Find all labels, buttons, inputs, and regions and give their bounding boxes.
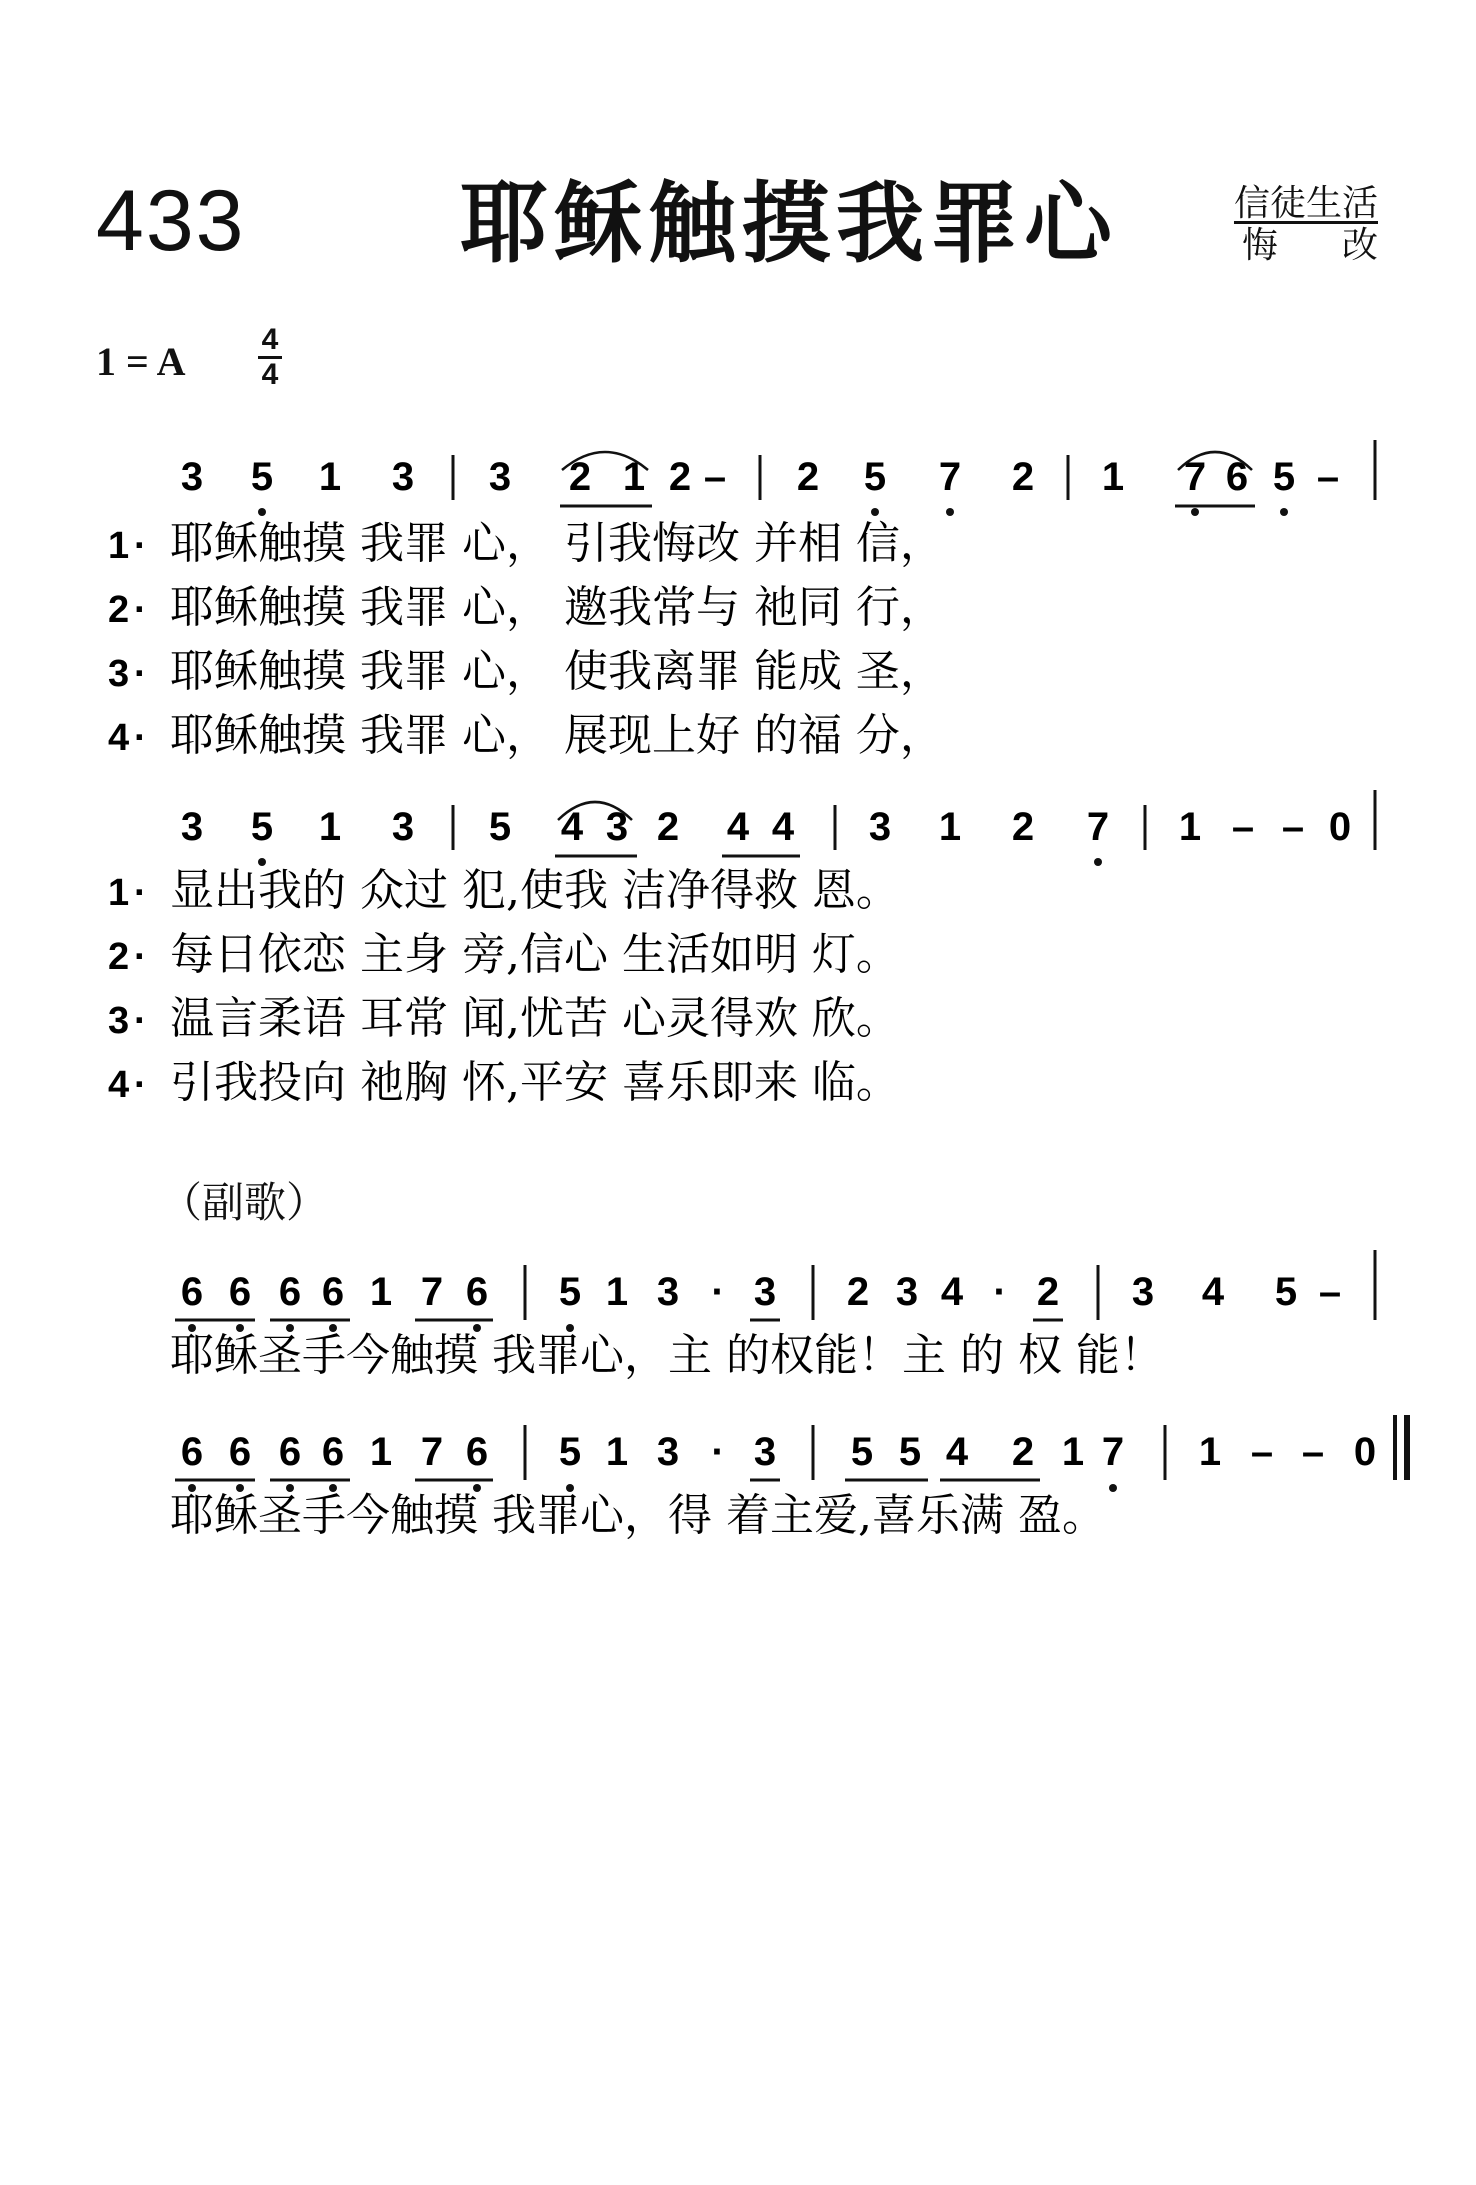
verse-dot: ·: [134, 1000, 147, 1042]
verse-dot: ·: [134, 653, 147, 695]
note: –: [1301, 1430, 1325, 1474]
note: 7: [1086, 805, 1110, 849]
note: 2: [656, 805, 680, 849]
note: –: [1318, 1270, 1342, 1314]
note: 0: [1353, 1430, 1377, 1474]
verse-number: 2: [108, 589, 130, 631]
note: 7: [1101, 1430, 1125, 1474]
note: 4: [771, 805, 795, 849]
note: 5: [898, 1430, 922, 1474]
verse-lyric: 耶稣触摸 我罪 心， 使我离罪 能成 圣，: [170, 646, 944, 697]
note: 6: [321, 1430, 345, 1474]
note: 7: [420, 1270, 444, 1314]
chorus-lyric: 耶稣圣手今触摸 我罪心，得 着主爱,喜乐满 盈。: [170, 1490, 1106, 1541]
chorus-label: （副歌）: [160, 1178, 329, 1227]
time-signature-bottom: 4: [261, 358, 279, 391]
note: 1: [1178, 805, 1202, 849]
verse-dot: ·: [134, 872, 147, 914]
verse-number: 1: [108, 525, 130, 567]
verse-lyric: 耶稣触摸 我罪 心， 邀我常与 祂同 行，: [170, 582, 944, 633]
verse-number: 4: [108, 1064, 130, 1106]
note: 2: [1036, 1270, 1060, 1314]
lower-octave-dot: [871, 508, 879, 516]
note: 5: [863, 455, 887, 499]
hymn-number: 433: [96, 173, 246, 269]
note: 3: [180, 455, 204, 499]
lower-octave-dot: [1280, 508, 1288, 516]
note: 5: [1274, 1270, 1298, 1314]
note: 5: [250, 455, 274, 499]
note: 3: [391, 455, 415, 499]
note: 3: [391, 805, 415, 849]
note: 2: [796, 455, 820, 499]
note: 7: [420, 1430, 444, 1474]
note: 4: [940, 1270, 964, 1314]
verse-lyric: 每日依恋 主身 旁,信心 生活如明 灯。: [170, 929, 900, 980]
note: 3: [753, 1430, 777, 1474]
note: 3: [895, 1270, 919, 1314]
verse-lyric: 温言柔语 耳常 闻,忧苦 心灵得欢 欣。: [170, 993, 900, 1044]
note: 1: [938, 805, 962, 849]
note: 1: [1198, 1430, 1222, 1474]
verse-number: 3: [108, 653, 130, 695]
note: 4: [945, 1430, 969, 1474]
note: 3: [656, 1270, 680, 1314]
note: 1: [605, 1430, 629, 1474]
verse-lyric: 耶稣触摸 我罪 心， 展现上好 的福 分，: [170, 710, 944, 761]
note: 7: [1183, 455, 1207, 499]
note: ·: [711, 1430, 725, 1474]
lower-octave-dot: [258, 508, 266, 516]
verse-dot: ·: [134, 936, 147, 978]
note: 6: [465, 1270, 489, 1314]
note: 6: [180, 1430, 204, 1474]
source-category: 悔改: [1241, 225, 1442, 266]
note: 1: [622, 455, 646, 499]
chorus-lyric: 耶稣圣手今触摸 我罪心，主 的权能！主 的 权 能！: [170, 1330, 1164, 1381]
note: 7: [938, 455, 962, 499]
lower-octave-dot: [1094, 858, 1102, 866]
verse-number: 4: [108, 717, 130, 759]
note: 5: [250, 805, 274, 849]
source-book: 信徒生活: [1233, 183, 1378, 224]
note: 6: [278, 1270, 302, 1314]
hymn-title: 耶稣触摸我罪心: [460, 172, 1119, 275]
note: 2: [1011, 805, 1035, 849]
lower-octave-dot: [946, 508, 954, 516]
note: 6: [228, 1270, 252, 1314]
note: 3: [753, 1270, 777, 1314]
verse-lyric: 引我投向 祂胸 怀,平安 喜乐即来 临。: [170, 1057, 900, 1108]
verse-lyric: 显出我的 众过 犯,使我 洁净得救 恩。: [170, 865, 900, 916]
verse-number: 1: [108, 872, 130, 914]
note: 2: [846, 1270, 870, 1314]
note: 3: [180, 805, 204, 849]
lower-octave-dot: [1109, 1484, 1117, 1492]
verse-dot: ·: [134, 717, 147, 759]
note: 6: [465, 1430, 489, 1474]
note: 1: [318, 805, 342, 849]
note: 2: [1011, 455, 1035, 499]
note: 6: [278, 1430, 302, 1474]
note: 1: [318, 455, 342, 499]
note: 3: [488, 455, 512, 499]
note: 5: [558, 1270, 582, 1314]
note: 6: [180, 1270, 204, 1314]
note: 5: [850, 1430, 874, 1474]
note: 2: [568, 455, 592, 499]
note: 5: [488, 805, 512, 849]
note: –: [1281, 805, 1305, 849]
note: 3: [605, 805, 629, 849]
note: –: [1250, 1430, 1274, 1474]
note: –: [1316, 455, 1340, 499]
note: 4: [560, 805, 584, 849]
note: 1: [369, 1430, 393, 1474]
note: 4: [726, 805, 750, 849]
verse-dot: ·: [134, 589, 147, 631]
note: 0: [1328, 805, 1352, 849]
note: ·: [993, 1270, 1007, 1314]
note: 3: [868, 805, 892, 849]
verse-number: 3: [108, 1000, 130, 1042]
note: 2: [1011, 1430, 1035, 1474]
lower-octave-dot: [1191, 508, 1199, 516]
note: 3: [656, 1430, 680, 1474]
note: 2: [668, 455, 692, 499]
note: 1: [1101, 455, 1125, 499]
note: ·: [711, 1270, 725, 1314]
note: 1: [1061, 1430, 1085, 1474]
note: –: [703, 455, 727, 499]
note: –: [1231, 805, 1255, 849]
note: 5: [558, 1430, 582, 1474]
note: 1: [369, 1270, 393, 1314]
note: 3: [1131, 1270, 1155, 1314]
verse-dot: ·: [134, 1064, 147, 1106]
time-signature-top: 4: [261, 323, 279, 356]
note: 5: [1272, 455, 1296, 499]
key-signature: 1 = A: [96, 339, 186, 384]
note: 6: [1225, 455, 1249, 499]
verse-dot: ·: [134, 525, 147, 567]
note: 1: [605, 1270, 629, 1314]
verse-number: 2: [108, 936, 130, 978]
note: 6: [228, 1430, 252, 1474]
note: 4: [1201, 1270, 1225, 1314]
note: 6: [321, 1270, 345, 1314]
verse-lyric: 耶稣触摸 我罪 心， 引我悔改 并相 信，: [170, 518, 944, 569]
